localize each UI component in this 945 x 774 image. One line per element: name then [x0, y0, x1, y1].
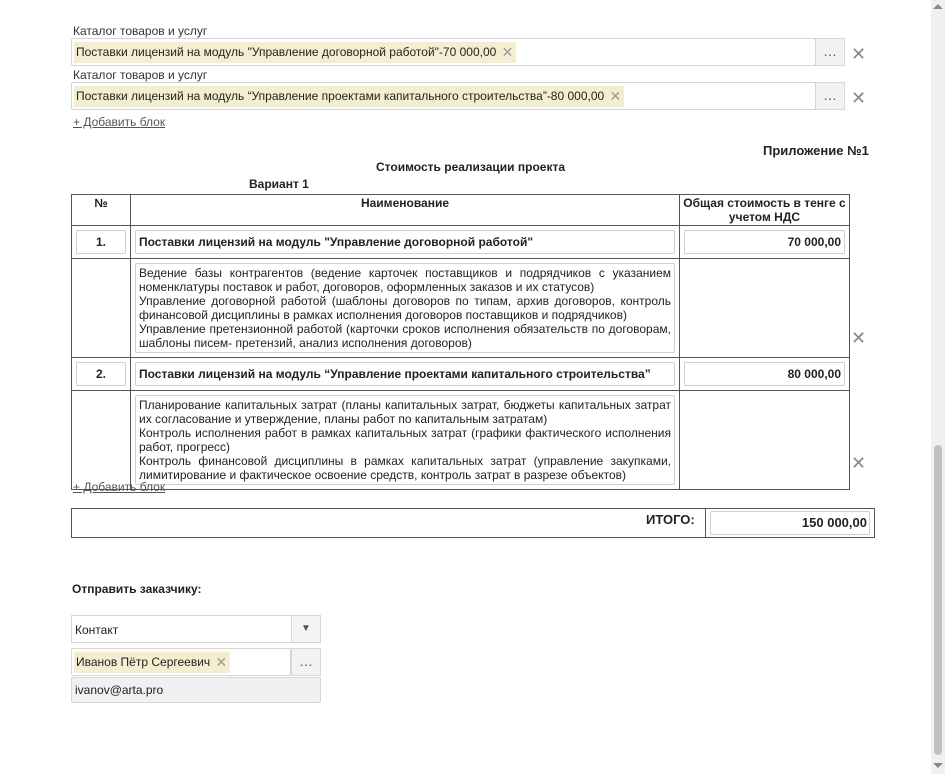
header-num: № — [72, 195, 131, 226]
catalog-more-button-2[interactable] — [815, 82, 845, 110]
catalog-chip-1-text: Поставки лицензий на модуль "Управление договорной работой"-70 000,00 — [76, 45, 497, 59]
contact-type-select[interactable] — [71, 615, 321, 643]
catalog-chip-2[interactable] — [74, 86, 624, 107]
row-name-field[interactable]: Поставки лицензий на модуль "Управление договорной работой" — [135, 230, 675, 254]
total-label: ИТОГО: — [646, 512, 695, 527]
total-block — [71, 508, 875, 538]
appendix-title: Приложение №1 — [763, 143, 869, 158]
table-desc-row — [72, 391, 850, 490]
close-icon[interactable]: ✕ — [501, 44, 514, 60]
catalog-chip-1[interactable] — [74, 42, 516, 63]
scrollbar[interactable] — [931, 0, 945, 774]
table-header-row — [72, 195, 850, 226]
desc-line: Ведение базы контрагентов (ведение карточек поставщиков и подрядчиков с указанием номенклатуры поставок и работ, договоров, оформленных заказов и их статусов) — [139, 266, 671, 294]
ellipsis-icon: … — [823, 87, 837, 103]
remove-row-button-2[interactable] — [851, 454, 866, 472]
catalog-more-button-1[interactable] — [815, 38, 845, 66]
table-desc-row — [72, 259, 850, 358]
row-desc-field[interactable] — [135, 263, 675, 353]
close-icon: ✕ — [851, 44, 867, 64]
row-num-field[interactable]: 2. — [76, 362, 126, 386]
close-icon[interactable]: ✕ — [609, 88, 622, 104]
table-row — [72, 358, 850, 391]
email-field[interactable]: ivanov@arta.pro — [71, 677, 321, 703]
scroll-thumb[interactable] — [934, 445, 942, 755]
catalog-label-2: Каталог товаров и услуг — [73, 68, 208, 82]
desc-line: Контроль исполнения работ в рамках капитальных затрат (графики фактического исполнения работ, прогресс) — [139, 426, 671, 454]
close-icon: ✕ — [851, 88, 867, 108]
catalog-label-1: Каталог товаров и услуг — [73, 24, 208, 38]
ellipsis-icon: … — [299, 653, 313, 669]
row-sum-field[interactable]: 80 000,00 — [684, 362, 845, 386]
spec-table — [71, 194, 850, 490]
catalog-picker-2[interactable] — [71, 82, 816, 110]
doc-title: Стоимость реализации проекта — [376, 160, 566, 174]
contact-picker[interactable] — [71, 648, 291, 676]
add-block-link-top[interactable]: + Добавить блок — [73, 115, 166, 129]
scroll-down-icon[interactable] — [933, 763, 943, 768]
desc-line: Планирование капитальных затрат (планы капитальных затрат, бюджеты капитальных затрат их согласование и утверждение, планы работ по капитальным затратам) — [139, 398, 671, 426]
catalog-picker-1[interactable] — [71, 38, 816, 66]
desc-line: Контроль финансовой дисциплины в рамках капитальных затрат (управление закупками, лимитирование и фактическое освоение средств, контроль затрат в разрезе объектов) — [139, 454, 671, 482]
close-icon: ✕ — [851, 453, 867, 473]
header-cost: Общая стоимость в тенге с учетом НДС — [680, 195, 850, 226]
close-icon: ✕ — [851, 328, 867, 348]
ellipsis-icon: … — [823, 43, 837, 59]
catalog-chip-2-text: Поставки лицензий на модуль “Управление проектами капитального строительства”-80 000,00 — [76, 89, 605, 103]
remove-row-button-1[interactable] — [851, 329, 866, 347]
send-label: Отправить заказчику: — [72, 582, 202, 596]
scroll-up-icon[interactable] — [933, 4, 943, 9]
contact-chip-text: Иванов Пётр Сергеевич — [76, 655, 211, 669]
variant-label: Вариант 1 — [249, 177, 309, 191]
total-value-field[interactable]: 150 000,00 — [710, 511, 870, 535]
row-desc-field[interactable] — [135, 395, 675, 485]
contact-more-button[interactable] — [291, 648, 321, 676]
contact-chip[interactable] — [74, 652, 230, 673]
desc-line: Управление договорной работой (шаблоны договоров по типам, архив договоров, контроль финансовой дисциплины в рамках исполнения договоров поставщиков и подрядчиков) — [139, 294, 671, 322]
remove-block-button-1[interactable] — [851, 45, 866, 63]
row-name-field[interactable]: Поставки лицензий на модуль “Управление проектами капитального строительства” — [135, 362, 675, 386]
header-name: Наименование — [131, 195, 680, 226]
row-sum-field[interactable]: 70 000,00 — [684, 230, 845, 254]
contact-type-value: Контакт — [75, 623, 119, 637]
row-num-field[interactable]: 1. — [76, 230, 126, 254]
desc-line: Управление претензионной работой (карточки сроков исполнения обязательств по договорам, шаблоны писем- претензий, анализ исполнения договоров) — [139, 322, 671, 350]
remove-block-button-2[interactable] — [851, 89, 866, 107]
caret-down-icon[interactable]: ▼ — [291, 616, 320, 642]
add-block-link-bottom[interactable]: + Добавить блок — [73, 480, 166, 494]
close-icon[interactable]: ✕ — [215, 654, 228, 670]
table-row — [72, 226, 850, 259]
